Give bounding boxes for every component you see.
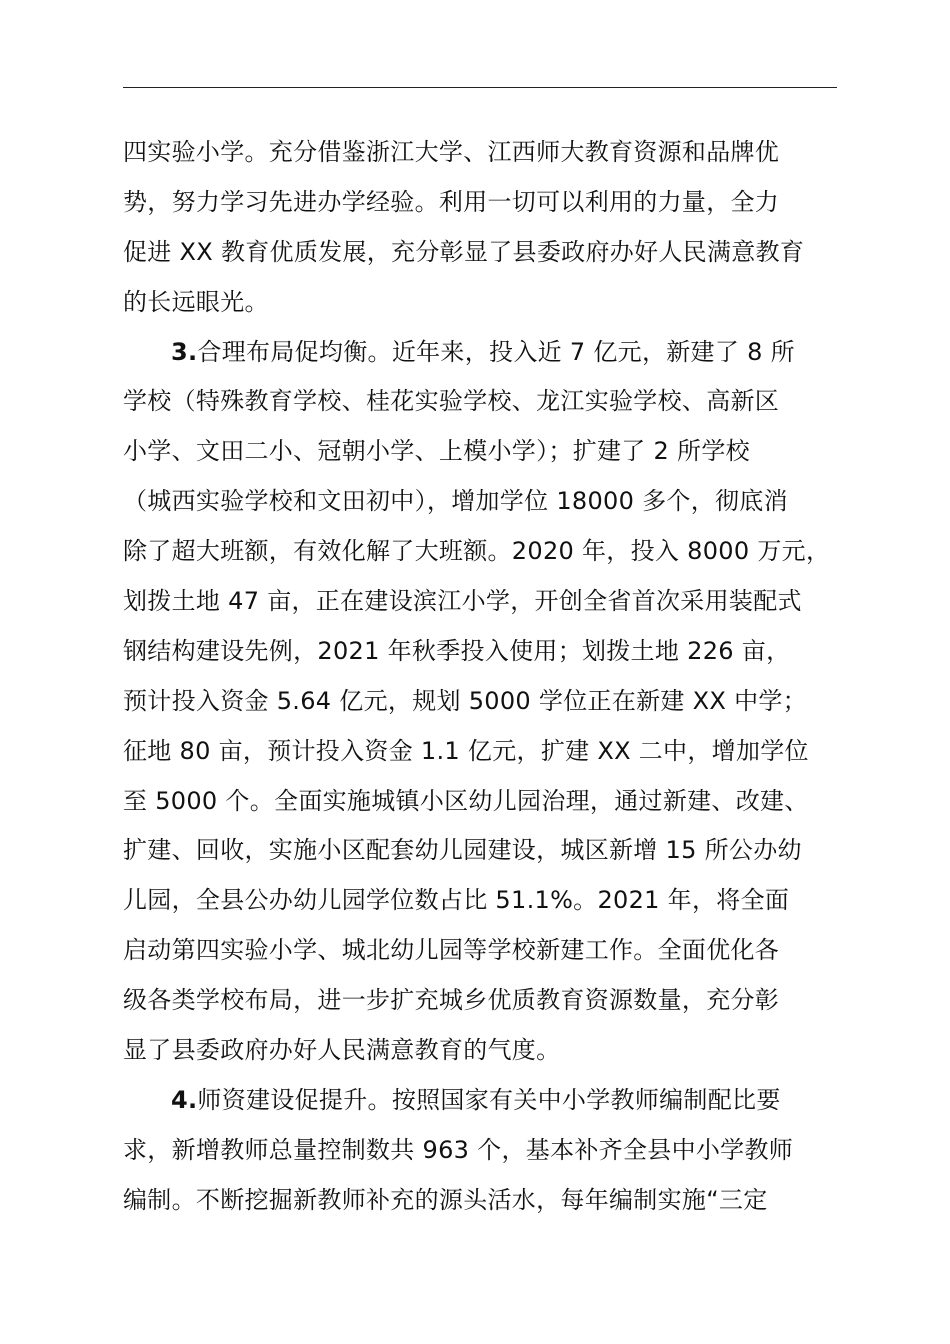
text-line: 征地 80 亩，预计投入资金 1.1 亿元，扩建 XX 二中，增加学位 (123, 736, 809, 765)
text-line: 除了超大班额，有效化解了大班额。2020 年，投入 8000 万元， (123, 537, 831, 566)
text-line: 师资建设促提升。按照国家有关中小学教师编制配比要 (197, 1085, 781, 1114)
text-line: 儿园，全县公办幼儿园学位数占比 51.1%。2021 年，将全面 (123, 886, 790, 915)
text-line: 促进 XX 教育优质发展，充分彰显了县委政府办好人民满意教育 (123, 237, 805, 266)
text-line: 启动第四实验小学、城北幼儿园等学校新建工作。全面优化各 (123, 936, 780, 965)
text-line: 合理布局促均衡。近年来，投入近 7 亿元，新建了 8 所 (197, 337, 795, 366)
section-number: 3. (171, 337, 198, 366)
text-line: 求，新增教师总量控制数共 963 个，基本补齐全县中小学教师 (123, 1135, 794, 1164)
header-rule (123, 87, 837, 88)
text-line: 扩建、回收，实施小区配套幼儿园建设，城区新增 15 所公办幼 (123, 836, 802, 865)
paragraph-1 (123, 128, 863, 328)
text-line: 势，努力学习先进办学经验。利用一切可以利用的力量，全力 (123, 187, 780, 216)
text-line: 四实验小学。充分借鉴浙江大学、江西师大教育资源和品牌优 (123, 138, 780, 166)
text-line: （城西实验学校和文田初中），增加学位 18000 多个，彻底消 (123, 487, 788, 516)
paragraph-first-line (123, 328, 863, 378)
paragraph-3 (123, 1076, 863, 1226)
document-body (123, 128, 863, 1226)
text-line: 显了县委政府办好人民满意教育的气度。 (123, 1036, 561, 1065)
text-line: 的长远眼光。 (123, 287, 269, 316)
text-line: 小学、文田二小、冠朝小学、上模小学）；扩建了 2 所学校 (123, 437, 750, 466)
text-line: 至 5000 个。全面实施城镇小区幼儿园治理，通过新建、改建、 (123, 786, 809, 815)
text-line: 划拨土地 47 亩，正在建设滨江小学，开创全省首次采用装配式 (123, 587, 802, 616)
text-line: 编制。不断挖掘新教师补充的源头活水，每年编制实施“三定 (123, 1185, 768, 1214)
text-line: 预计投入资金 5.64 亿元，规划 5000 学位正在新建 XX 中学； (123, 686, 807, 715)
text-line: 学校（特殊教育学校、桂花实验学校、龙江实验学校、高新区 (123, 387, 780, 416)
paragraph-first-line (123, 1076, 863, 1126)
section-number: 4. (171, 1085, 198, 1114)
text-line: 钢结构建设先例，2021 年秋季投入使用；划拨土地 226 亩， (123, 636, 791, 665)
paragraph-2 (123, 328, 863, 1076)
text-line: 级各类学校布局，进一步扩充城乡优质教育资源数量，充分彰 (123, 986, 780, 1015)
